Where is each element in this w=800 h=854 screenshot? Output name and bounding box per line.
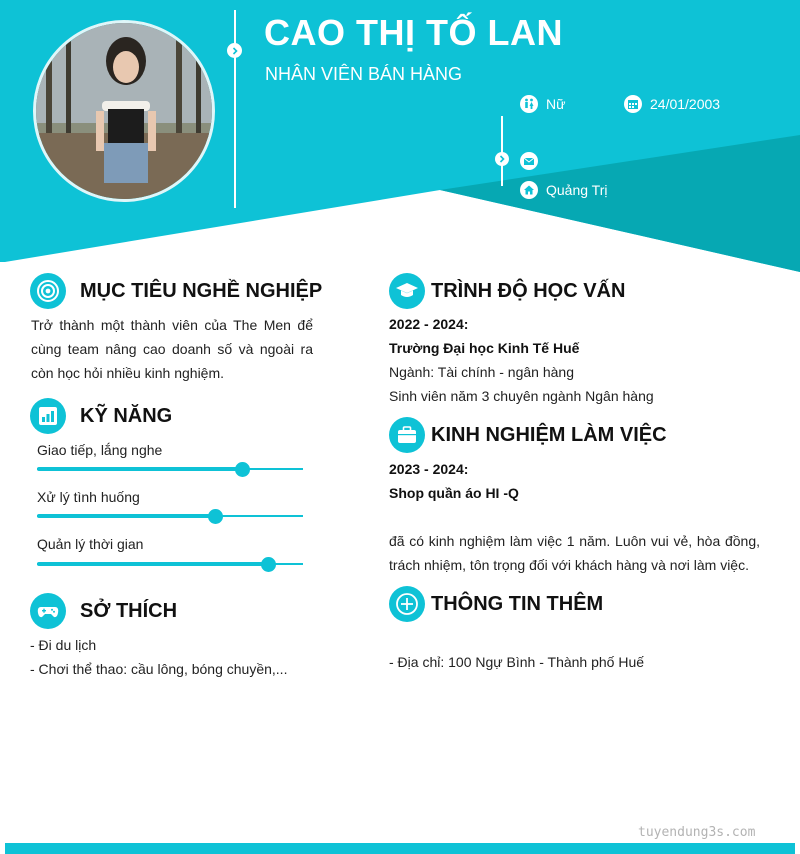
- home-icon: [520, 181, 538, 199]
- job-title: NHÂN VIÊN BÁN HÀNG: [265, 64, 463, 84]
- hobby-item: - Đi du lịch: [30, 637, 97, 653]
- career-goal-text: Trở thành một thành viên của The Men để cùng team nâng cao doanh số và ngoài ra còn học hỏi nhiều kinh nghiệm.: [31, 317, 313, 381]
- skills-heading: [30, 398, 172, 434]
- gamepad-icon: [30, 593, 66, 629]
- experience-heading: [389, 417, 667, 453]
- target-icon: [30, 273, 66, 309]
- birthday-value: 24/01/2003: [650, 96, 721, 112]
- skill-label: Quản lý thời gian: [37, 536, 144, 552]
- plus-circle-icon: [389, 586, 425, 622]
- contact-divider: [501, 116, 503, 186]
- gender-icon: [520, 95, 538, 113]
- extra-info-title: THÔNG TIN THÊM: [431, 592, 604, 615]
- address-value: Quảng Trị: [546, 182, 608, 198]
- skill-bar: [37, 468, 303, 470]
- calendar-icon: [624, 95, 642, 113]
- experience-description: đã có kinh nghiệm làm việc 1 năm. Luôn vui vẻ, hòa đồng, trách nhiệm, tôn trọng đối với khách hàng và nơi làm việc.: [389, 533, 760, 573]
- hobby-item: - Chơi thể thao: cầu lông, bóng chuyền,...: [30, 661, 288, 677]
- skill-bar-fill: [37, 514, 215, 518]
- experience-title: KINH NGHIỆM LÀM VIỆC: [431, 423, 667, 446]
- skills-title: KỸ NĂNG: [80, 404, 173, 427]
- career-goal-heading: [30, 273, 322, 309]
- watermark: tuyendung3s.com: [638, 825, 756, 840]
- chevron-right-icon: [495, 152, 509, 166]
- skill-bar-knob: [261, 557, 276, 572]
- education-major: Ngành: Tài chính - ngân hàng: [389, 364, 574, 380]
- mail-icon: [520, 152, 538, 170]
- email-row[interactable]: [520, 152, 546, 170]
- skill-bar-fill: [37, 562, 268, 566]
- career-goal-title: MỤC TIÊU NGHỀ NGHIỆP: [80, 279, 323, 302]
- education-school: Trường Đại học Kinh Tế Huế: [389, 340, 580, 356]
- skill-bar: [37, 563, 303, 565]
- profile-photo: [33, 20, 215, 202]
- skill-bar-fill: [37, 467, 242, 471]
- skill-label: Giao tiếp, lắng nghe: [37, 442, 163, 458]
- skill-label: Xử lý tình huống: [37, 489, 140, 505]
- footer-bar: [5, 843, 795, 854]
- skill-bar-knob: [208, 509, 223, 524]
- hobbies-heading: [30, 593, 177, 629]
- skill-bar: [37, 515, 303, 517]
- chevron-right-icon: [227, 43, 242, 58]
- header-divider: [234, 10, 236, 208]
- bar-chart-icon: [30, 398, 66, 434]
- birthday-row: [624, 95, 720, 113]
- extra-address: - Địa chỉ: 100 Ngự Bình - Thành phố Huế: [389, 654, 645, 670]
- graduation-cap-icon: [389, 273, 425, 309]
- hobbies-title: SỞ THÍCH: [80, 599, 178, 622]
- address-row: [520, 181, 607, 199]
- education-title: TRÌNH ĐỘ HỌC VẤN: [431, 279, 626, 302]
- experience-period: 2023 - 2024:: [389, 461, 469, 477]
- education-period: 2022 - 2024:: [389, 316, 469, 332]
- briefcase-icon: [389, 417, 425, 453]
- gender-value: Nữ: [546, 96, 566, 112]
- education-heading: [389, 273, 625, 309]
- gender-row: [520, 95, 565, 113]
- candidate-name: CAO THỊ TỐ LAN: [264, 12, 563, 53]
- education-note: Sinh viên năm 3 chuyên ngành Ngân hàng: [389, 388, 654, 404]
- extra-info-heading: [389, 586, 603, 622]
- experience-company: Shop quần áo HI -Q: [389, 485, 519, 501]
- skill-bar-knob: [235, 462, 250, 477]
